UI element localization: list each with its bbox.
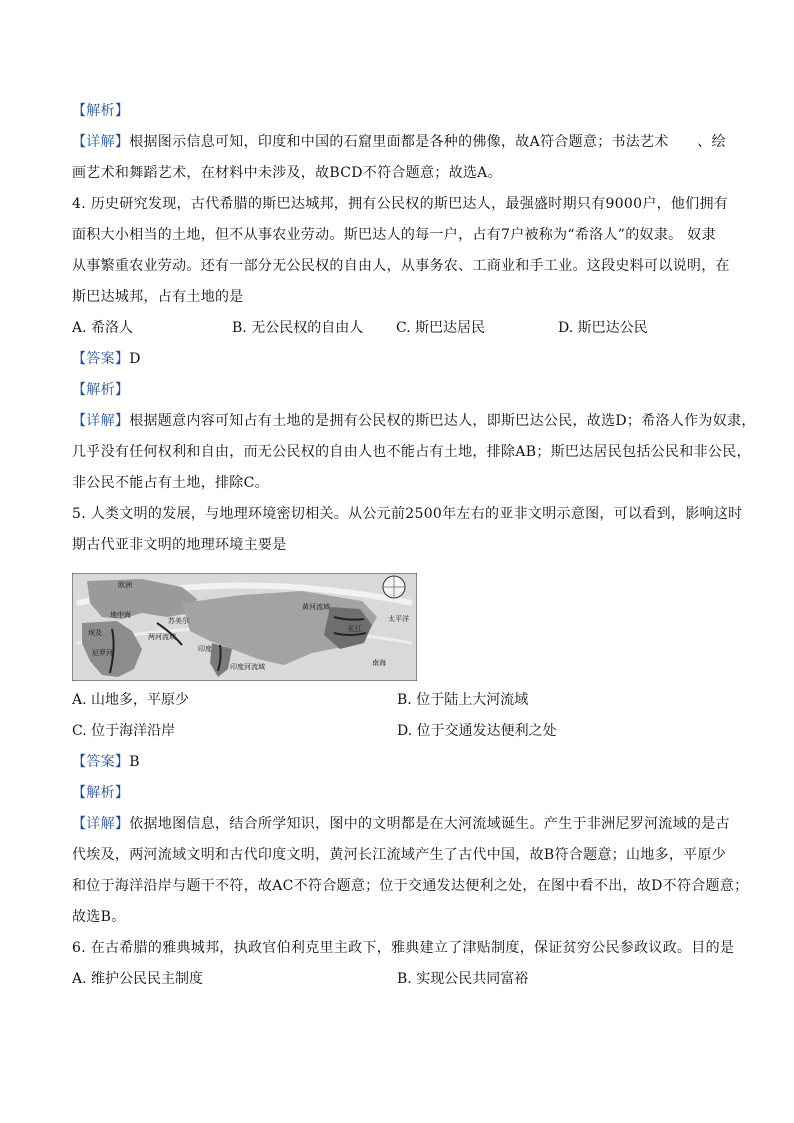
q3-detail-line-1 xyxy=(72,127,724,158)
q4-detail-line-2: 几乎没有任何权利和自由，而无公民权的自由人也不能占有土地，排除AB；斯巴达居民包括公民和非公民， xyxy=(72,444,751,460)
q5-stem-line-2: 期古代亚非文明的地理环境主要是 xyxy=(72,537,287,553)
q4-stem-line-2: 面积大小相当的土地，但不从事农业劳动。斯巴达人的每一户，占有7户被称为“希洛人”的奴隶。 奴隶 xyxy=(72,227,716,243)
map-label-pacific: 太平洋 xyxy=(388,615,409,623)
q4-option-c: C. 斯巴达居民 xyxy=(396,320,486,336)
q3-detail-tag: 【详解】 xyxy=(72,134,130,150)
q4-option-d: D. 斯巴达公民 xyxy=(558,320,648,336)
map-label-mediterranean: 地中海 xyxy=(110,611,131,619)
map-label-mesopotamia: 两河流域 xyxy=(148,633,176,641)
q5-option-a: A. 山地多，平原少 xyxy=(72,692,190,708)
map-label-yangtze: 长江 xyxy=(348,625,362,633)
q4-option-a: A. 希洛人 xyxy=(72,320,134,336)
map-label-yellow-river: 黄河流域 xyxy=(302,603,330,611)
q5-detail-line-2: 代埃及，两河流域文明和古代印度文明，黄河长江流域产生了古代中国，故B符合题意；山地多，平原少 xyxy=(72,847,727,863)
q6-option-a: A. 维护公民民主制度 xyxy=(72,971,204,987)
q5-answer-line xyxy=(72,747,724,778)
q5-detail-line-1 xyxy=(72,809,730,840)
q4-detail-line-3: 非公民不能占有土地，排除C。 xyxy=(72,475,269,491)
q4-stem-line-3: 从事繁重农业劳动。还有一部分无公民权的自由人，从事务农、工商业和手工业。这段史料可以说明，在 xyxy=(72,258,730,274)
q4-detail-text-1: 根据题意内容可知占有土地的是拥有公民权的斯巴达人，即斯巴达公民，故选D；希洛人作为奴隶， xyxy=(129,413,756,429)
q5-stem-line-1: 5. 人类文明的发展，与地理环境密切相关。从公元前2500年左右的亚非文明示意图，可以看到，影响这时 xyxy=(72,506,743,522)
q5-answer: B xyxy=(129,754,140,770)
asia-africa-civilization-map xyxy=(72,573,417,681)
q4-options xyxy=(72,313,724,344)
q5-answer-tag: 【答案】 xyxy=(72,754,130,770)
q4-answer-line xyxy=(72,344,724,375)
q4-detail-line-1 xyxy=(72,406,756,437)
q6-option-b: B. 实现公民共同富裕 xyxy=(397,971,529,987)
q5-detail-text-1: 依据地图信息，结合所学知识，图中的文明都是在大河流域诞生。产生于非洲尼罗河流域的是古 xyxy=(129,816,730,832)
map-label-nile: 尼罗河 xyxy=(92,649,113,657)
map-svg xyxy=(72,573,417,681)
map-label-india: 印度 xyxy=(198,645,212,653)
q5-analysis-tag: 【解析】 xyxy=(72,785,130,801)
map-label-egypt: 埃及 xyxy=(88,629,102,637)
q3-detail-text-1: 根据图示信息可知，印度和中国的石窟里面都是各种的佛像，故A符合题意；书法艺术 、绘 xyxy=(129,134,726,150)
q5-detail-tag: 【详解】 xyxy=(72,816,130,832)
q5-detail-line-3: 和位于海洋沿岸与题干不符，故AC不符合题意；位于交通发达便利之处，在图中看不出，故D不符合题意； xyxy=(72,878,749,894)
q4-stem-line-1: 4. 历史研究发现，古代希腊的斯巴达城邦，拥有公民权的斯巴达人，最强盛时期只有9000户，他们拥有 xyxy=(72,196,729,212)
document-page xyxy=(72,96,756,995)
q5-options-row-1 xyxy=(72,685,724,716)
q5-option-c: C. 位于海洋沿岸 xyxy=(72,723,176,739)
q5-detail-line-4: 故选B。 xyxy=(72,909,126,925)
map-label-south-sea: 南海 xyxy=(372,659,386,667)
q3-detail-line-2: 画艺术和舞蹈艺术，在材料中未涉及，故BCD不符合题意；故选A。 xyxy=(72,165,502,181)
map-label-indus: 印度河流域 xyxy=(230,663,265,671)
q5-option-b: B. 位于陆上大河流域 xyxy=(397,692,529,708)
q6-stem-line-1: 6. 在古希腊的雅典城邦，执政官伯利克里主政下，雅典建立了津贴制度，保证贫穷公民参政议政。目的是 xyxy=(72,940,735,956)
map-label-europe: 欧洲 xyxy=(118,581,132,589)
q4-stem-line-4: 斯巴达城邦，占有土地的是 xyxy=(72,289,244,305)
q4-answer: D xyxy=(129,351,141,367)
q4-answer-tag: 【答案】 xyxy=(72,351,130,367)
q3-analysis-tag: 【解析】 xyxy=(72,103,130,119)
q6-options-row-1 xyxy=(72,964,724,995)
map-label-sumer: 苏美尔 xyxy=(168,617,189,625)
q4-option-b: B. 无公民权的自由人 xyxy=(232,320,364,336)
q4-detail-tag: 【详解】 xyxy=(72,413,130,429)
q4-analysis-tag: 【解析】 xyxy=(72,382,130,398)
q5-options-row-2 xyxy=(72,716,724,747)
q5-option-d: D. 位于交通发达便利之处 xyxy=(397,723,557,739)
